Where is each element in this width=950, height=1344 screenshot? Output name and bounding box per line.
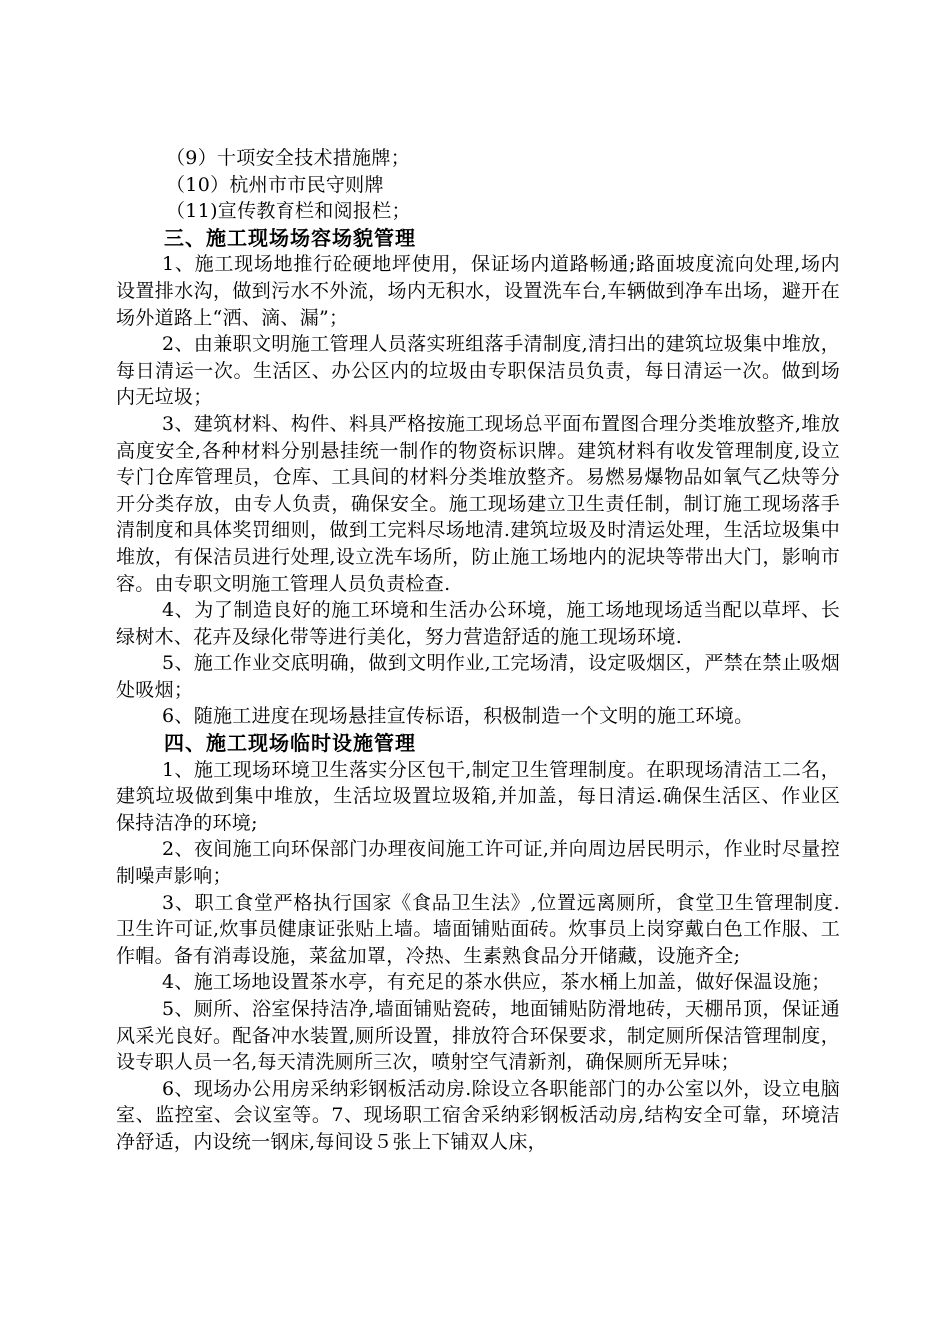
paragraph: 4、施工场地设置茶水亭，有充足的茶水供应，茶水桶上加盖，做好保温设施； — [162, 971, 831, 994]
paragraph: 4、为了制造良好的施工环境和生活办公环境，施工场地现场适当配以草坪、长绿树木、花卉及绿化带等进行美化，努力营造舒适的施工现场环境. — [116, 599, 840, 648]
paragraph: 2、夜间施工向环保部门办理夜间施工许可证,并向周边居民明示，作业时尽量控制噪声影响； — [116, 838, 840, 888]
paragraph: 6、随施工进度在现场悬挂宣传标语，积极制造一个文明的施工环境。 — [162, 705, 754, 728]
list-item: （11)宣传教育栏和阅报栏； — [166, 200, 411, 223]
paragraph: 3、建筑材料、构件、料具严格按施工现场总平面布置图合理分类堆放整齐,堆放高度安全,各种材料分别悬挂统一制作的物资标识牌。建筑材料有收发管理制度,设立专门仓库管理员，仓库、工具间的材料分类堆放整齐。易燃易爆物品如氧气乙炔等分开分类存放，由专人负责，确保安全。施工现场建立卫生责任制，制订施工现场落手清制度和具体奖罚细则，做到工完料尽场地清.建筑垃圾及时清运处理，生活垃圾集中堆放，有保洁员进行处理,设立洗车场所，防止施工场地内的泥块等带出大门，影响市容。由专职文明施工管理人员负责检查. — [116, 412, 840, 595]
paragraph: 1、施工现场地推行砼硬地坪使用，保证场内道路畅通;路面坡度流向处理,场内设置排水沟，做到污水不外流，场内无积水，设置洗车台,车辆做到净车出场，避开在场外道路上“洒、滴、漏”； — [116, 253, 840, 329]
section-heading-temporary-facilities: 四、施工现场临时设施管理 — [164, 731, 416, 756]
list-item: （10）杭州市市民守则牌 — [166, 173, 384, 196]
list-item: （9）十项安全技术措施牌； — [166, 147, 410, 169]
paragraph: 3、职工食堂严格执行国家《食品卫生法》,位置远离厕所，食堂卫生管理制度.卫生许可证,炊事员健康证张贴上墙。墙面铺贴面砖。炊事员上岗穿戴白色工作服、工作帽。备有消毒设施，菜盆加罩，冷热、生素熟食品分开储藏，设施齐全; — [116, 891, 840, 967]
paragraph: 6、现场办公用房采纳彩钢板活动房.除设立各职能部门的办公室以外，设立电脑室、监控室、会议室等。7、现场职工宿舍采纳彩钢板活动房,结构安全可靠，环境洁净舒适，内设统一钢床,每间设５张上下铺双人床， — [116, 1077, 840, 1153]
paragraph: 1、施工现场环境卫生落实分区包干,制定卫生管理制度。在职现场清洁工二名，建筑垃圾做到集中堆放，生活垃圾置垃圾箱,并加盖，每日清运.确保生活区、作业区保持洁净的环境; — [116, 758, 840, 834]
section-heading-site-appearance: 三、施工现场场容场貌管理 — [164, 225, 416, 250]
paragraph: 5、施工作业交底明确，做到文明作业,工完场清，设定吸烟区，严禁在禁止吸烟处吸烟； — [116, 652, 840, 701]
paragraph: 2、由兼职文明施工管理人员落实班组落手清制度,清扫出的建筑垃圾集中堆放，每日清运一次。生活区、办公区内的垃圾由专职保洁员负责，每日清运一次。做到场内无垃圾； — [116, 333, 840, 409]
paragraph: 5、厕所、浴室保持洁净,墙面铺贴瓷砖，地面铺贴防滑地砖，天棚吊顶，保证通风采光良好。配备冲水装置,厕所设置，排放符合环保要求，制定厕所保洁管理制度，设专职人员一名,每天清洗厕所三次，喷射空气清新剂，确保厕所无异味； — [116, 998, 840, 1074]
document-body — [116, 145, 840, 1156]
